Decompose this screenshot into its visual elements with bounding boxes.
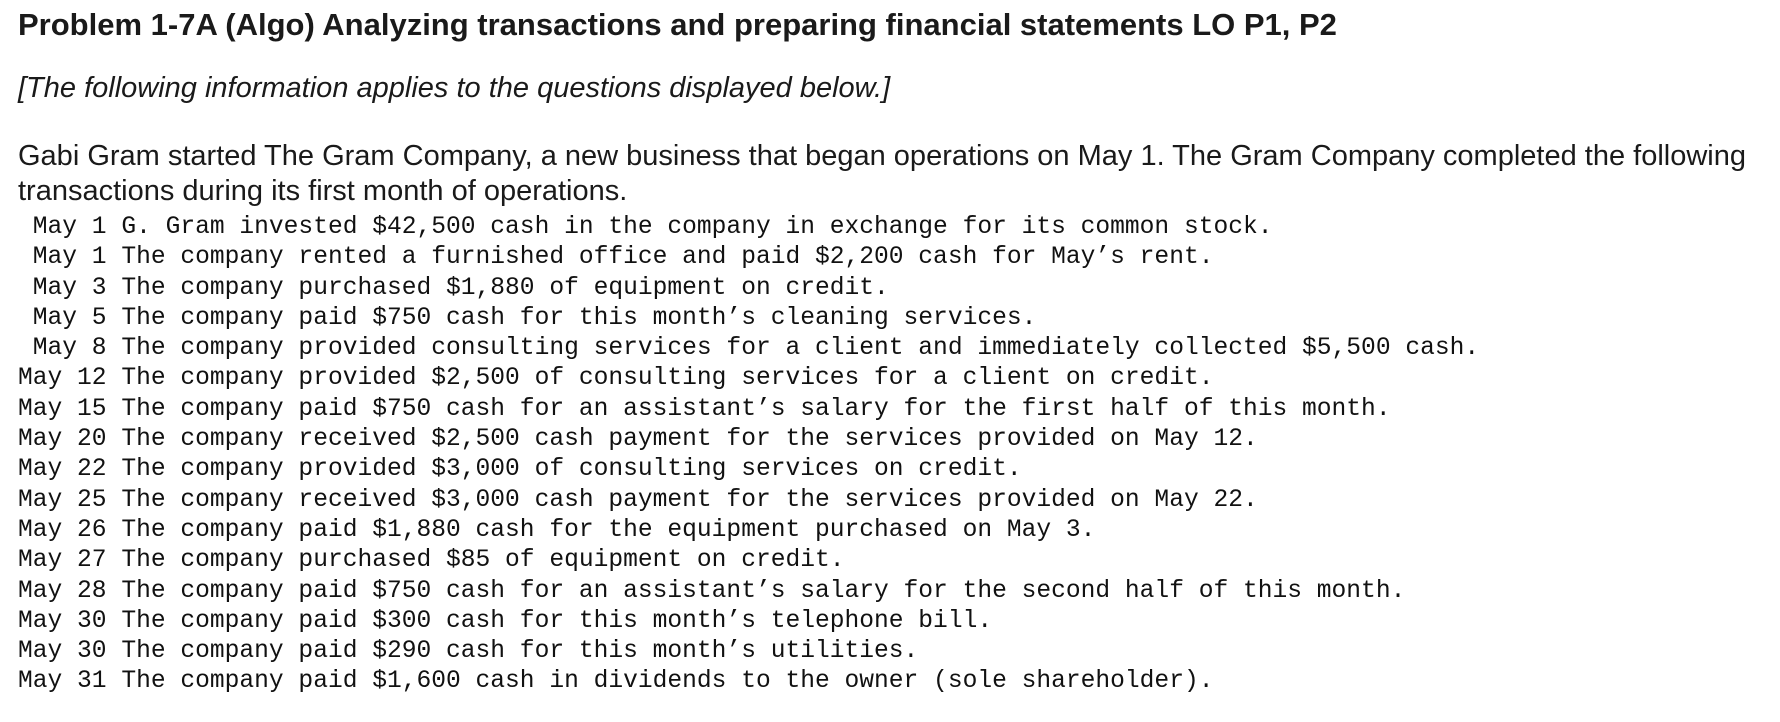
transaction-description: The company provided $3,000 of consulting services on credit. <box>121 456 1022 484</box>
problem-title: Problem 1-7A (Algo) Analyzing transactions and preparing financial statements LO P1, P2 <box>18 7 1337 42</box>
problem-page <box>18 0 1768 698</box>
transaction-row <box>18 395 1768 425</box>
transaction-description: The company paid $1,600 cash in dividends to the owner (sole shareholder). <box>121 668 1214 696</box>
transaction-date: May 30 <box>18 638 107 666</box>
transaction-row <box>18 274 1768 304</box>
transaction-date: May 1 <box>18 244 107 272</box>
transaction-description: The company paid $750 cash for an assistant’s salary for the second half of this month. <box>121 577 1406 605</box>
transaction-date: May 25 <box>18 486 107 514</box>
transaction-row <box>18 667 1768 697</box>
transaction-date: May 3 <box>18 274 107 302</box>
transaction-description: The company received $3,000 cash payment for the services provided on May 22. <box>121 486 1258 514</box>
transaction-row <box>18 516 1768 546</box>
transaction-row <box>18 334 1768 364</box>
transaction-date: May 31 <box>18 668 107 696</box>
transaction-description: The company paid $1,880 cash for the equipment purchased on May 3. <box>121 516 1096 544</box>
transaction-date: May 28 <box>18 577 107 605</box>
transaction-row <box>18 455 1768 485</box>
transaction-description: The company provided $2,500 of consulting services for a client on credit. <box>121 365 1214 393</box>
transaction-date: May 5 <box>18 304 107 332</box>
transaction-row <box>18 364 1768 394</box>
transaction-list <box>18 213 1768 698</box>
intro-paragraph: Gabi Gram started The Gram Company, a new business that began operations on May 1. The Gram Company completed the following transactions during its first month of operations. <box>18 140 1746 207</box>
transaction-row <box>18 607 1768 637</box>
transaction-row <box>18 425 1768 455</box>
transaction-description: The company paid $290 cash for this month’s utilities. <box>121 638 919 666</box>
transaction-description: The company paid $750 cash for an assistant’s salary for the first half of this month. <box>121 395 1391 423</box>
transaction-row <box>18 546 1768 576</box>
transaction-description: The company received $2,500 cash payment for the services provided on May 12. <box>121 426 1258 454</box>
transaction-date: May 8 <box>18 335 107 363</box>
transaction-description: G. Gram invested $42,500 cash in the company in exchange for its common stock. <box>121 214 1273 241</box>
transaction-description: The company purchased $1,880 of equipment on credit. <box>121 274 889 302</box>
transaction-description: The company rented a furnished office and paid $2,200 cash for May’s rent. <box>121 244 1214 272</box>
transaction-date: May 22 <box>18 456 107 484</box>
transaction-date: May 26 <box>18 516 107 544</box>
transaction-row <box>18 577 1768 607</box>
transaction-date: May 1 <box>18 214 107 241</box>
transaction-description: The company paid $750 cash for this month’s cleaning services. <box>121 304 1037 332</box>
transaction-date: May 12 <box>18 365 107 393</box>
info-note: [The following information applies to the questions displayed below.] <box>18 72 891 104</box>
transaction-description: The company provided consulting services for a client and immediately collected $5,500 cash. <box>121 335 1480 363</box>
transaction-row <box>18 486 1768 516</box>
transaction-row <box>18 304 1768 334</box>
transaction-date: May 27 <box>18 547 107 575</box>
transaction-date: May 30 <box>18 607 107 635</box>
transaction-row <box>18 637 1768 667</box>
transaction-description: The company paid $300 cash for this month’s telephone bill. <box>121 607 993 635</box>
transaction-description: The company purchased $85 of equipment on credit. <box>121 547 845 575</box>
transaction-row <box>18 243 1768 273</box>
transaction-date: May 20 <box>18 426 107 454</box>
transaction-date: May 15 <box>18 395 107 423</box>
transaction-row <box>18 213 1768 243</box>
